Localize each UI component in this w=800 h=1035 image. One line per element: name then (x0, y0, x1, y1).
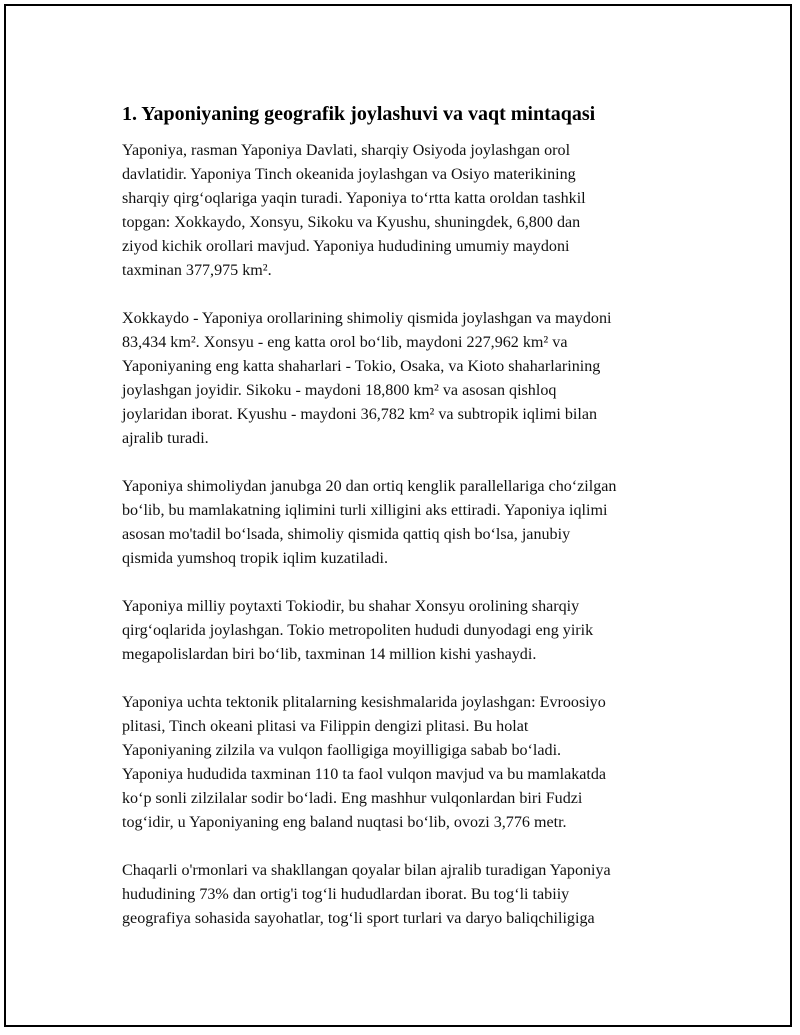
paragraph-islands: Xokkaydo - Yaponiya orollarining shimoliy qismida joylashgan va maydoni 83,434 km². Xonsyu - eng katta orol bo‘lib, maydoni 227,962 km² va Yaponiyaning eng katta shaharlari - Tokio, Osaka, va Kioto shaharlarining joylashgan joyidir. Sikoku - maydoni 18,800 km² va asosan qishloq joylaridan iborat. Kyushu - maydoni 36,782 km² va subtropik iqlimi bilan ajralib turadi. (122, 310, 612, 447)
document-body (122, 102, 706, 955)
paragraph-intro: Yaponiya, rasman Yaponiya Davlati, sharqiy Osiyoda joylashgan orol davlatidir. Yaponiya Tinch okeanida joylashgan va Osiyo materikining sharqiy qirg‘oqlariga yaqin turadi. Yaponiya to‘rtta katta oroldan tashkil topgan: Xokkaydo, Xonsyu, Sikoku va Kyushu, shuningdek, 6,800 dan ziyod kichik orollari mavjud. Yaponiya hududining umumiy maydoni taxminan 377,975 km². (122, 142, 586, 279)
section-heading: 1. Yaponiyaning geografik joylashuvi va vaqt mintaqasi (122, 103, 596, 125)
page-frame (4, 4, 792, 1027)
paragraph-climate: Yaponiya shimoliydan janubga 20 dan ortiq kenglik parallellariga cho‘zilgan bo‘lib, bu mamlakatning iqlimini turli xilligini aks ettiradi. Yaponiya iqlimi asosan mo'tadil bo‘lsada, shimoliy qismida qattiq qish bo‘lsa, janubiy qismida yumshoq tropik iqlim kuzatiladi. (122, 478, 617, 567)
paragraph-tectonics: Yaponiya uchta tektonik plitalarning kesishmalarida joylashgan: Evroosiyo plitasi, Tinch okeani plitasi va Filippin dengizi plitasi. Bu holat Yaponiyaning zilzila va vulqon faolligiga moyilligiga sabab bo‘ladi. Yaponiya hududida taxminan 110 ta faol vulqon mavjud va bu mamlakatda ko‘p sonli zilzilalar sodir bo‘ladi. Eng mashhur vulqonlardan biri Fudzi tog‘idir, u Yaponiyaning eng baland nuqtasi bo‘lib, ovozi 3,776 metr. (122, 694, 607, 831)
paragraph-mountains: Chaqarli o'rmonlari va shakllangan qoyalar bilan ajralib turadigan Yaponiya hududining 73% dan ortig'i tog‘li hududlardan iborat. Bu tog‘li tabiiy geografiya sohasida sayohatlar, tog‘li sport turlari va daryo baliqchiligiga (122, 862, 611, 927)
paragraph-capital: Yaponiya milliy poytaxti Tokiodir, bu shahar Xonsyu orolining sharqiy qirg‘oqlarida joylashgan. Tokio metropoliten hududi dunyodagi eng yirik megapolislardan biri bo‘lib, taxminan 14 million kishi yashaydi. (122, 598, 594, 663)
